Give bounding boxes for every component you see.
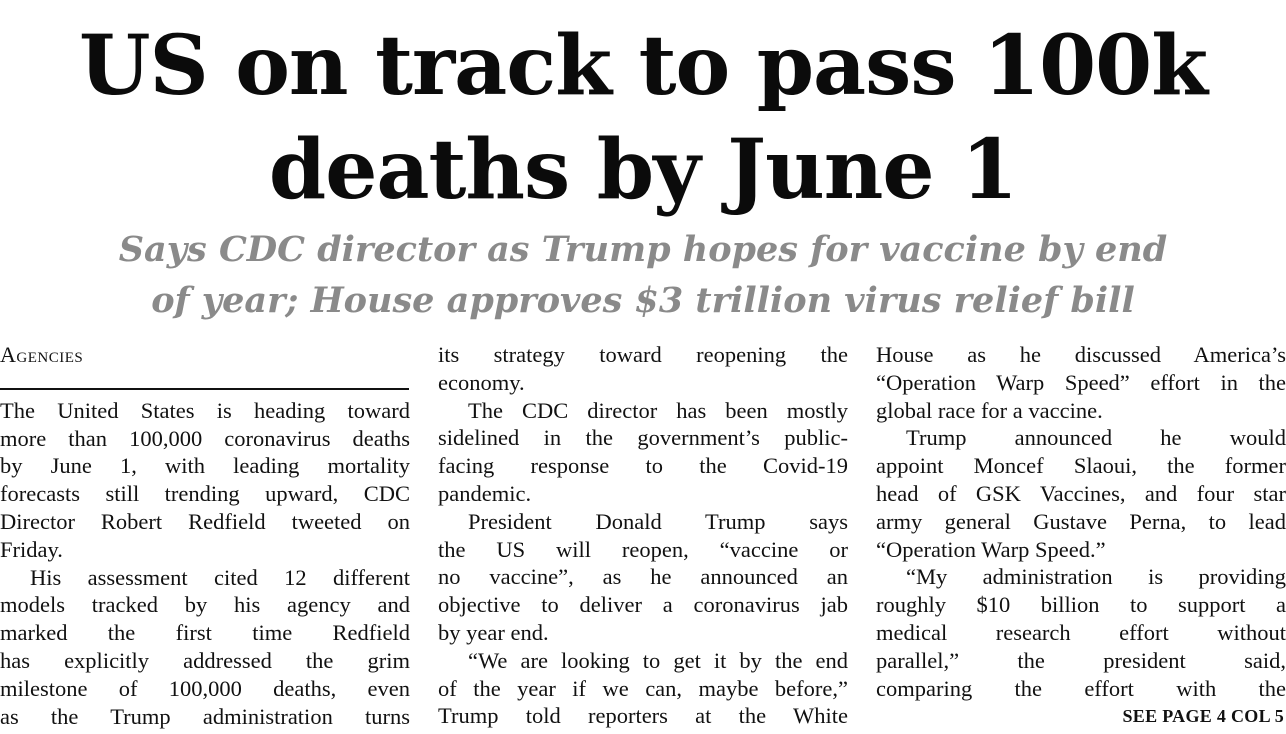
column-3-text xyxy=(876,341,1286,702)
text-line: “Operation Warp Speed” effort in the xyxy=(876,369,1286,395)
text-line: sidelined in the government’s public- xyxy=(438,425,848,451)
text-line: President Donald Trump says xyxy=(468,508,848,534)
text-line: by year end. xyxy=(438,619,549,645)
text-line: objective to deliver a coronavirus jab xyxy=(438,592,848,618)
text-line: has explicitly addressed the grim xyxy=(0,647,410,673)
text-line: His assessment cited 12 different xyxy=(30,564,410,590)
subheadline xyxy=(0,224,1286,326)
byline: Agencies xyxy=(0,342,84,367)
article-column-3 xyxy=(876,341,1286,702)
text-line: forecasts still trending upward, CDC xyxy=(0,481,410,507)
byline-divider xyxy=(0,388,409,390)
text-line: marked the first time Redfield xyxy=(0,620,410,646)
text-line: Trump told reporters at the White xyxy=(438,703,848,729)
text-line: parallel,” the president said, xyxy=(876,647,1286,673)
text-line: facing response to the Covid-19 xyxy=(438,453,848,479)
text-line: army general Gustave Perna, to lead xyxy=(876,508,1286,534)
subheadline-line-1: Says CDC director as Trump hopes for vaccine by end xyxy=(118,229,1168,270)
text-line: pandemic. xyxy=(438,480,532,506)
text-line: The CDC director has been mostly xyxy=(468,397,848,423)
headline xyxy=(0,14,1286,222)
text-line: the US will reopen, “vaccine or xyxy=(438,536,848,562)
text-line: roughly $10 billion to support a xyxy=(876,592,1286,618)
text-line: of the year if we can, maybe before,” xyxy=(438,675,848,701)
text-line: “Operation Warp Speed.” xyxy=(876,536,1106,562)
article-column-2 xyxy=(438,341,848,730)
continuation-jump-line[interactable]: SEE PAGE 4 COL 5 xyxy=(1122,706,1284,726)
text-line: head of GSK Vaccines, and four star xyxy=(876,480,1286,506)
text-line: as the Trump administration turns xyxy=(0,703,410,729)
text-line: economy. xyxy=(438,369,525,395)
column-1-text xyxy=(0,397,410,731)
text-line: by June 1, with leading mortality xyxy=(0,453,410,479)
text-line: Friday. xyxy=(0,536,63,562)
text-line: Trump announced he would xyxy=(906,425,1286,451)
text-line: The United States is heading toward xyxy=(0,397,410,423)
text-line: more than 100,000 coronavirus deaths xyxy=(0,425,410,451)
text-line: “We are looking to get it by the end xyxy=(468,647,848,673)
subheadline-line-2: of year; House approves $3 trillion virus relief bill xyxy=(151,280,1135,321)
text-line: medical research effort without xyxy=(876,619,1286,645)
text-line: comparing the effort with the xyxy=(876,675,1286,701)
text-line: milestone of 100,000 deaths, even xyxy=(0,675,410,701)
text-line: House as he discussed America’s xyxy=(876,342,1286,367)
column-2-text xyxy=(438,341,848,730)
headline-line-2: deaths by June 1 xyxy=(268,122,1018,218)
text-line: global race for a vaccine. xyxy=(876,397,1103,423)
text-line: models tracked by his agency and xyxy=(0,592,410,618)
headline-line-1: US on track to pass 100k xyxy=(78,18,1208,114)
text-line: “My administration is providing xyxy=(906,564,1286,590)
text-line: no vaccine”, as he announced an xyxy=(438,564,848,590)
article-column-1 xyxy=(0,341,410,730)
text-line: its strategy toward reopening the xyxy=(438,342,848,367)
text-line: appoint Moncef Slaoui, the former xyxy=(876,453,1286,479)
text-line: Director Robert Redfield tweeted on xyxy=(0,508,410,534)
